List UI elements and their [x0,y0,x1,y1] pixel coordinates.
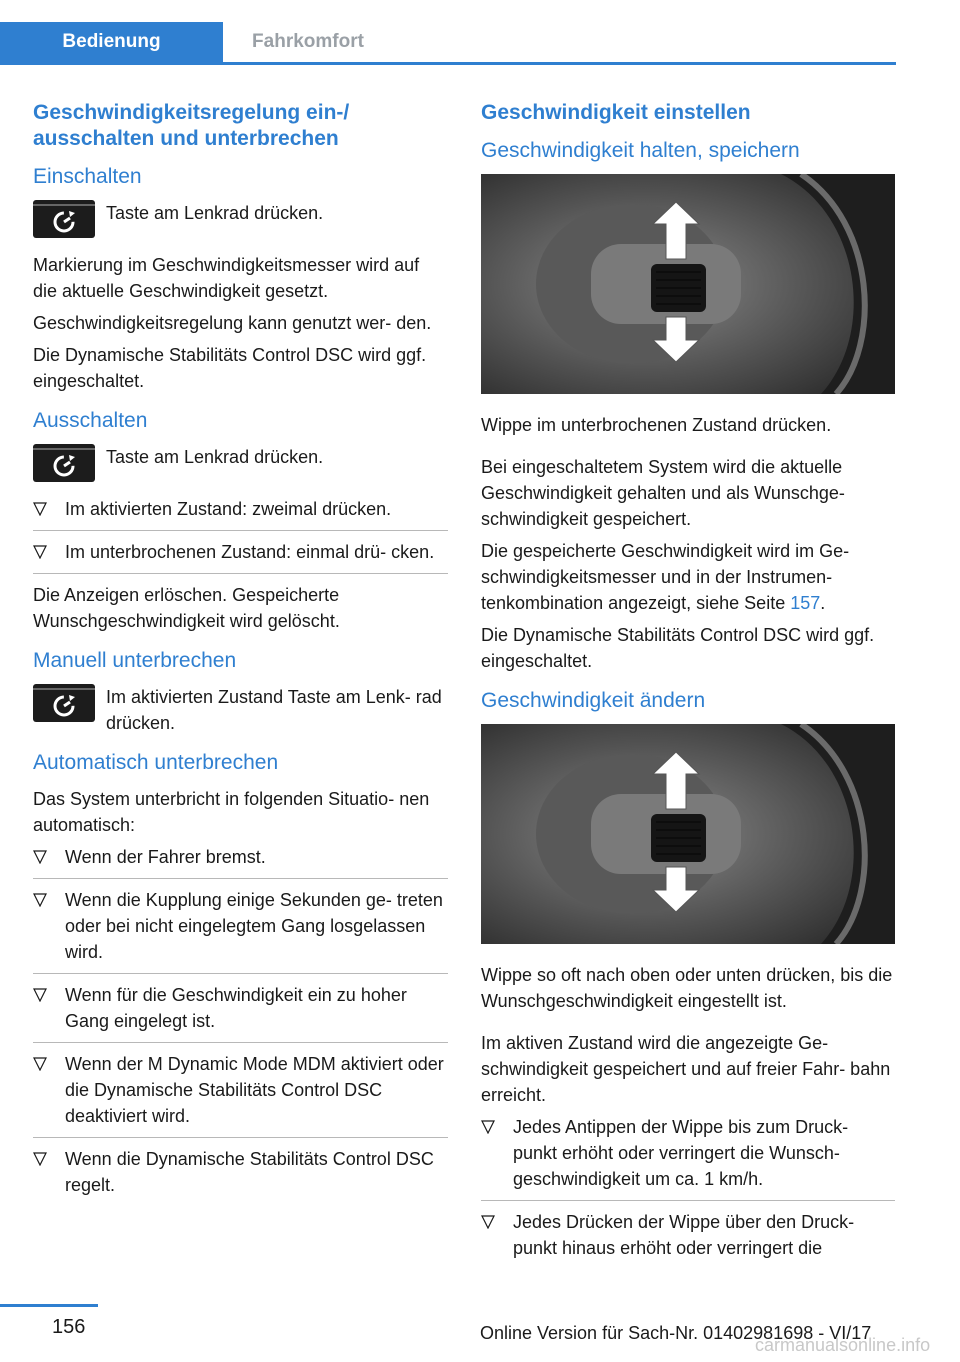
list-item [33,496,448,531]
list-item-text: Jedes Antippen der Wippe bis zum Druck‑ punkt erhöht oder verringert die Wunsch‑ geschwindigkeit um ca. 1 km/h. [513,1117,849,1189]
list-item [33,1146,448,1206]
halten-heading: Geschwindigkeit halten, speichern [481,139,800,162]
einschalten-button-text: Taste am Lenkrad drücken. [106,203,324,223]
einschalten-heading: Einschalten [33,165,142,188]
section-heading: Geschwindigkeitsregelung ein‑/ ausschalten und unterbrechen [33,101,350,150]
triangle-bullet-icon [33,502,47,516]
tab-fahrkomfort[interactable]: Fahrkomfort [252,31,364,52]
cruise-control-button-icon [33,444,95,482]
halten-p2-end: . [820,593,826,613]
halten-p3: Die Dynamische Stabilitäts Control DSC wird ggf. eingeschaltet. [481,625,875,671]
aendern-list [481,1114,895,1269]
right-column [481,100,895,1275]
steering-wheel-rocker-photo [481,724,895,944]
einschalten-p3: Die Dynamische Stabilitäts Control DSC wird ggf. eingeschaltet. [33,345,427,391]
list-item [33,1051,448,1138]
aendern-caption: Wippe so oft nach oben oder unten drücken, bis die Wunschgeschwindigkeit eingestellt ist. [481,965,893,1011]
list-item-text: Jedes Drücken der Wippe über den Druck‑ punkt hinaus erhöht oder verringert die [513,1212,855,1258]
automatisch-p1: Das System unterbricht in folgenden Situatio‑ nen automatisch: [33,789,430,835]
manuell-heading: Manuell unterbrechen [33,649,237,672]
einschalten-p1: Markierung im Geschwindigkeitsmesser wird auf die aktuelle Geschwindigkeit gesetzt. [33,255,420,301]
triangle-bullet-icon [33,893,47,907]
einschalten-p2: Geschwindigkeitsregelung kann genutzt wer‑ den. [33,313,432,333]
list-item-text: Im aktivierten Zustand: zweimal drücken. [65,499,392,519]
list-item [481,1114,895,1201]
tab-bedienung[interactable]: Bedienung [0,22,223,62]
page-link[interactable]: 157 [790,593,821,613]
triangle-bullet-icon [33,850,47,864]
cruise-control-button-icon [33,684,95,722]
list-item-text: Wenn der M Dynamic Mode MDM aktiviert oder die Dynamische Stabilitäts Control DSC deaktiviert wird. [65,1054,444,1126]
list-item [33,887,448,974]
ausschalten-button-row [33,444,448,482]
halten-p1: Bei eingeschaltetem System wird die aktuelle Geschwindigkeit gehalten und als Wunschge‑ schwindigkeit gespeichert. [481,457,845,529]
halten-caption: Wippe im unterbrochenen Zustand drücken. [481,415,832,435]
ausschalten-heading: Ausschalten [33,409,148,432]
automatisch-list [33,844,448,1206]
halten-p2-text: Die gespeicherte Geschwindigkeit wird im Ge‑ schwindigkeitsmesser und in der Instrumen‑ tenkombination angezeigt, siehe Seite [481,541,850,613]
aendern-p1: Im aktiven Zustand wird die angezeigte Ge‑ schwindigkeit gespeichert und auf freier Fahr‑ bahn erreicht. [481,1033,891,1105]
list-item-text: Wenn der Fahrer bremst. [65,847,266,867]
triangle-bullet-icon [33,1057,47,1071]
automatisch-heading: Automatisch unterbrechen [33,751,279,774]
triangle-bullet-icon [33,988,47,1002]
ausschalten-button-text: Taste am Lenkrad drücken. [106,447,324,467]
online-version-footer: Online Version für Sach-Nr. 01402981698 - VI/17 [480,1323,872,1343]
list-item-text: Wenn für die Geschwindigkeit ein zu hoher Gang eingelegt ist. [65,985,407,1031]
left-column [33,100,448,1212]
list-item [481,1209,895,1269]
list-item-text: Im unterbrochenen Zustand: einmal drü‑ cken. [65,542,435,562]
tab-bar [0,22,896,65]
list-item [33,982,448,1043]
cruise-control-button-icon [33,200,95,238]
list-item-text: Wenn die Kupplung einige Sekunden ge‑ treten oder bei nicht eingelegtem Gang losgelassen wird. [65,890,443,962]
list-item [33,844,448,879]
page-number: 156 [52,1316,86,1338]
triangle-bullet-icon [481,1215,495,1229]
halten-p2 [481,538,895,616]
manuell-button-row [33,684,448,736]
triangle-bullet-icon [33,1152,47,1166]
manuell-button-text: Im aktivierten Zustand Taste am Lenk‑ rad drücken. [106,687,442,733]
triangle-bullet-icon [33,545,47,559]
steering-wheel-rocker-photo [481,174,895,394]
list-item [33,539,448,574]
watermark: carmanualsonline.info [755,1335,931,1355]
einschalten-button-row [33,200,448,238]
section-heading: Geschwindigkeit einstellen [481,101,751,124]
list-item-text: Wenn die Dynamische Stabilitäts Control DSC regelt. [65,1149,434,1195]
ausschalten-list [33,496,448,574]
aendern-heading: Geschwindigkeit ändern [481,689,706,712]
triangle-bullet-icon [481,1120,495,1134]
ausschalten-p1: Die Anzeigen erlöschen. Gespeicherte Wunschgeschwindigkeit wird gelöscht. [33,585,340,631]
page-number-bar [0,1304,98,1307]
